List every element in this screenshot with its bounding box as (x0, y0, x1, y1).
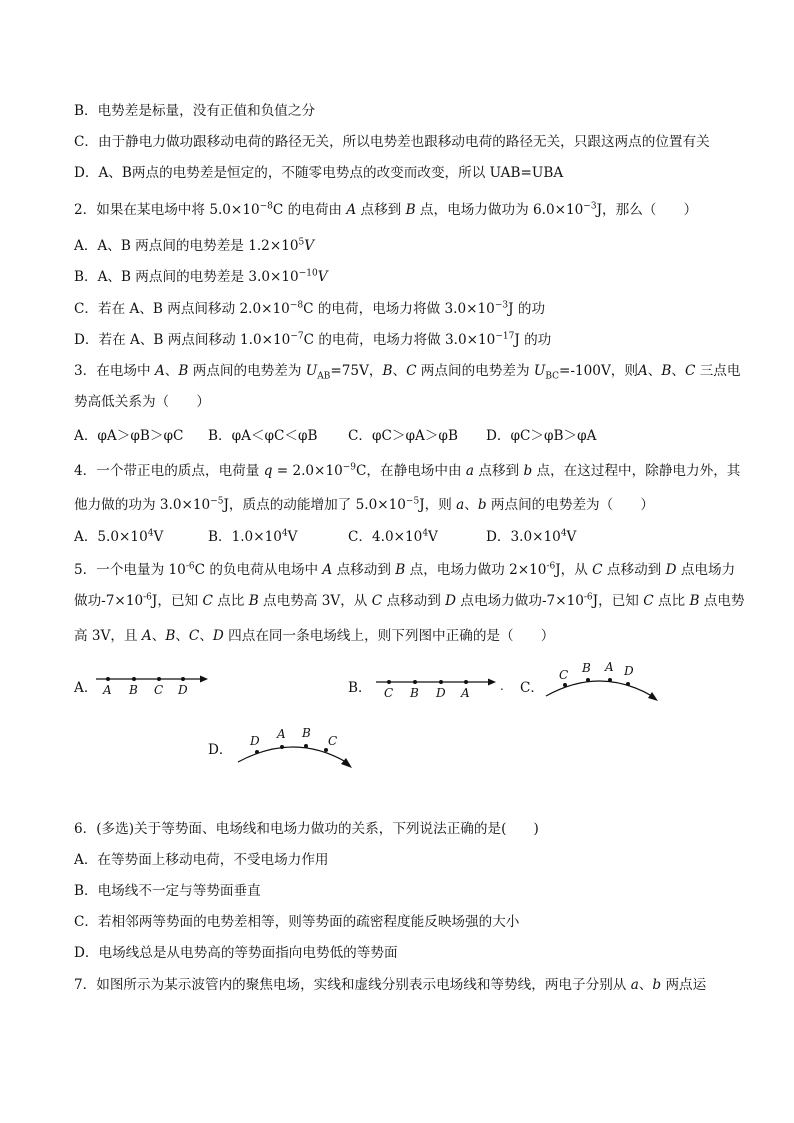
q4-option-c: C．$4.0\times 10^4V$ (348, 528, 438, 545)
q3-stem-line2: 势高低关系为（ ） (74, 394, 210, 410)
q2-option-d: D．若在 A、B 两点间移动 $1.0\times 10^{-7}C$ 的电荷，电场力将做 $3.0\times 10^{-17}J$ 的功 (74, 331, 552, 348)
q3-option-d: D．φC＞φB＞φA (486, 428, 597, 444)
fig-a-point-label: C (154, 683, 164, 697)
q5-fig-b-label: B． (348, 680, 372, 696)
q7-stem: 7．如图所示为某示波管内的聚焦电场，实线和虚线分别表示电场线和等势线，两电子分别从 a、b 两点运 (74, 977, 707, 993)
q3-options (74, 427, 734, 445)
q5-figure-a (94, 664, 216, 700)
fig-a-point-label: A (103, 683, 112, 697)
q3-option-b: B．φA＜φC＜φB (208, 428, 318, 444)
q2-stem: 2．如果在某电场中将 $5.0\times 10^{-8}C$ 的电荷由 A 点移到 B 点，电场力做功为 $6.0\times 10^{-3}J$，那么（ ） (74, 201, 698, 218)
fig-d-point-label: B (302, 726, 311, 740)
q4-stem-line1: 4．一个带正电的质点，电荷量 $q = 2.0\times 10^{-9}C$，在静电场中由 a 点移到 b 点，在这过程中，除静电力外，其 (74, 462, 741, 479)
q6-option-d: D．电场线总是从电势高的等势面指向电势低的等势面 (74, 945, 398, 961)
q5-figure-c (540, 656, 670, 708)
q2-option-b: B．A、B 两点间的电势差是 $3.0\times 10^{-10}V$ (74, 268, 328, 285)
q3-stem-line1: 3．在电场中 A、B 两点间的电势差为 $U_{AB}=75V$，B、C 两点间的电势差为 $U_{BC}=-100V$，则A、B、C 三点电 (74, 363, 741, 382)
q5-fig-c-label: C． (520, 680, 544, 696)
fig-c-point-label: C (559, 668, 569, 682)
q5-stem-line2: 做功$-7\times 10^{-6}J$，已知 C 点比 B 点电势高 3V，从 C 点移动到 D 点电场力做功$-7\times 10^{-6}J$，已知 C 点比 B 点电势 (74, 592, 745, 609)
q4-option-d: D．$3.0\times 10^4V$ (486, 528, 577, 545)
q5-fig-a-label: A． (74, 680, 98, 696)
q5-fig-d-label: D． (208, 742, 233, 758)
q5-stem-line1: 5．一个电量为 $10^{-6}C$ 的负电荷从电场中 A 点移动到 B 点，电场力做功 $2\times 10^{-6}J$，从 C 点移动到 D 点电场力 (74, 561, 736, 578)
q2-option-a: A．A、B 两点间的电势差是 $1.2\times 10^5V$ (74, 237, 315, 254)
q1-option-c: C．由于静电力做功跟移动电荷的路径无关，所以电势差也跟移动电荷的路径无关，只跟这两点的位置有关 (74, 134, 710, 150)
q5-figure-d (230, 722, 362, 774)
fig-c-point-label: B (582, 661, 591, 675)
fig-d-point-label: D (250, 734, 260, 748)
fig-b-point-label: A (461, 686, 470, 700)
svg-text:.: . (500, 679, 504, 693)
q1-option-d: D．A、B两点的电势差是恒定的，不随零电势点的改变而改变，所以 UAB=UBA (74, 165, 564, 181)
q6-option-a: A．在等势面上移动电荷，不受电场力作用 (74, 852, 329, 868)
q1-option-b: B．电势差是标量，没有正值和负值之分 (74, 103, 316, 119)
q5-figure-b (372, 668, 512, 702)
q3-option-a: A．φA＞φB＞φC (74, 428, 184, 444)
q6-option-c: C．若相邻两等势面的电势差相等，则等势面的疏密程度能反映场强的大小 (74, 914, 520, 930)
q6-stem: 6．(多选)关于等势面、电场线和电场力做功的关系，下列说法正确的是( ) (74, 821, 539, 837)
fig-b-point-label: C (384, 686, 394, 700)
fig-a-point-label: B (129, 683, 138, 697)
fig-a-point-label: D (178, 683, 188, 697)
q4-stem-line2: 他力做的功为 $3.0\times 10^{-5}J$，质点的动能增加了 $5.0\times 10^{-5}J$，则 a、b 两点间的电势差为（ ） (74, 496, 655, 513)
fig-d-point-label: C (328, 734, 338, 748)
q4-options (74, 528, 634, 546)
q2-option-c: C．若在 A、B 两点间移动 $2.0\times 10^{-8}C$ 的电荷，电场力将做 $3.0\times 10^{-3}J$ 的功 (74, 300, 546, 317)
q6-option-b: B．电场线不一定与等势面垂直 (74, 883, 261, 899)
fig-b-point-label: B (410, 686, 419, 700)
fig-d-point-label: A (277, 727, 286, 741)
fig-b-point-label: D (436, 686, 446, 700)
fig-c-point-label: A (605, 660, 614, 674)
q3-option-c: C．φC＞φA＞φB (348, 428, 458, 444)
fig-c-point-label: D (624, 664, 634, 678)
q4-option-b: B．$1.0\times 10^4V$ (208, 528, 298, 545)
q5-stem-line3: 高 3V，且 A、B、C、D 四点在同一条电场线上，则下列图中正确的是（ ） (74, 628, 555, 644)
q4-option-a: A．$5.0\times 10^4V$ (74, 528, 164, 545)
